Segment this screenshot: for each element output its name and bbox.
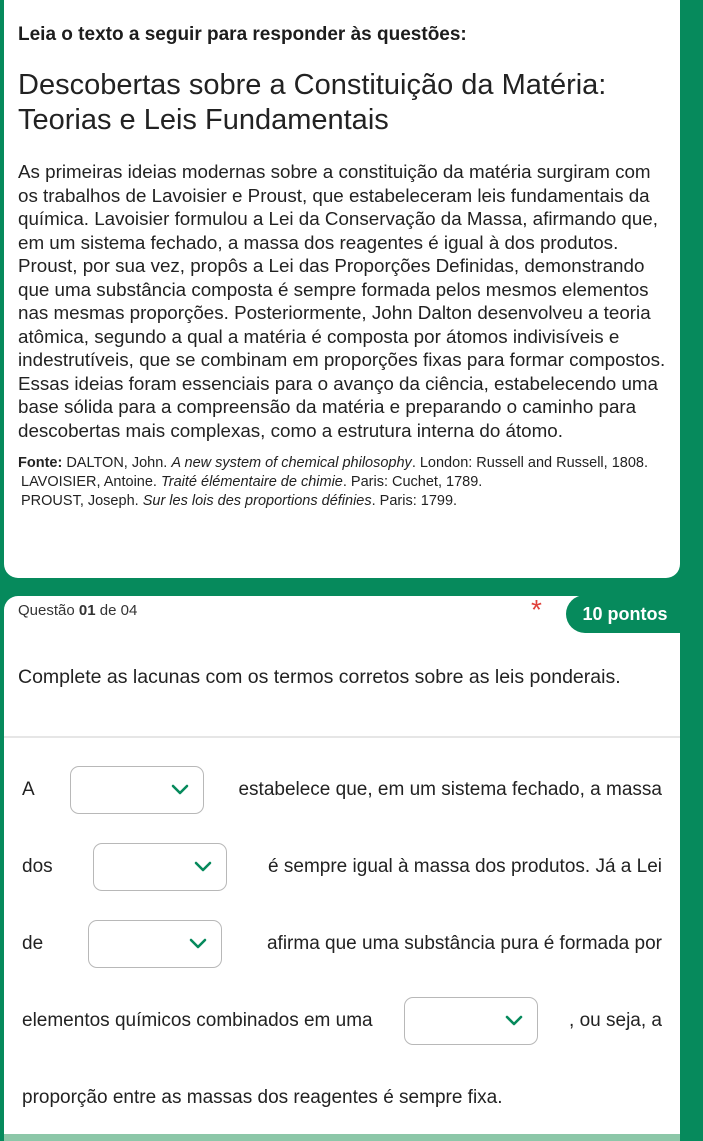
ref-rest: . Paris: Cuchet, 1789.	[342, 474, 483, 490]
ref-author: PROUST, Joseph.	[21, 493, 139, 509]
chevron-down-icon	[194, 861, 212, 873]
required-asterisk-icon: *	[531, 594, 542, 625]
sentence-line-5: proporção entre as massas dos reagentes é sempre fixa.	[22, 1087, 503, 1108]
dropdown-blank-3[interactable]	[88, 920, 222, 968]
text-body: As primeiras ideias modernas sobre a constituição da matéria surgiram com os trabalhos de Lavoisier e Proust, que estabeleceram leis fundamentais da química. Lavoisier formulou a Lei da Conservação da Massa, afirmando que, em um sistema fechado, a massa dos reagentes é igual à dos produtos. Proust, por sua vez, propôs a Lei das Proporções Definidas, demonstrando que uma substância composta é sempre formada pelos mesmos elementos nas mesmas proporções. Posteriormente, John Dalton desenvolveu a teoria atômica, segundo a qual a matéria é composta por átomos indivisíveis e indestrutíveis, que se combinam em proporções fixas para formar compostos. Essas ideias foram essenciais para o avanço da ciência, estabelecendo uma base sólida para a compreensão da matéria e preparando o caminho para descobertas mais complexas, como a estrutura interna do átomo.	[18, 161, 666, 441]
sentence-line-2: dos é sempre igual à massa dos produtos. Já a Lei	[22, 842, 662, 892]
progress-strip	[4, 1134, 680, 1141]
question-number: Questão 01 de 04	[18, 602, 138, 619]
points-badge: 10 pontos	[566, 595, 684, 633]
source-label: Fonte:	[18, 455, 63, 471]
ref-author: LAVOISIER, Antoine.	[21, 474, 157, 490]
dropdown-blank-4[interactable]	[404, 997, 538, 1045]
text-title: Descobertas sobre a Constituição da Matéria: Teorias e Leis Fundamentais	[18, 69, 607, 136]
sentence-line-1: A estabelece que, em um sistema fechado, a massa	[22, 765, 662, 815]
sentence-line-4: elementos químicos combinados em uma , ou seja, a	[22, 996, 662, 1046]
ref-title: Sur les lois des proportions définies	[142, 493, 372, 509]
ref-rest: . Paris: 1799.	[371, 493, 458, 509]
chevron-down-icon	[189, 938, 207, 950]
answer-card	[4, 738, 680, 1134]
chevron-down-icon	[171, 784, 189, 796]
source-block	[18, 454, 666, 511]
instruction: Leia o texto a seguir para responder às questões:	[18, 24, 467, 45]
dropdown-blank-2[interactable]	[93, 843, 227, 891]
ref-title: Traité élémentaire de chimie	[160, 474, 343, 490]
ref-rest: . London: Russell and Russell, 1808.	[411, 455, 648, 471]
question-card	[4, 596, 680, 738]
question-prompt: Complete as lacunas com os termos corretos sobre as leis ponderais.	[18, 666, 621, 688]
chevron-down-icon	[505, 1015, 523, 1027]
dropdown-blank-1[interactable]	[70, 766, 204, 814]
ref-author: DALTON, John.	[66, 455, 168, 471]
sentence-line-3: de afirma que uma substância pura é formada por	[22, 919, 662, 969]
reading-text-card	[4, 0, 680, 578]
ref-title: A new system of chemical philosophy	[171, 455, 412, 471]
